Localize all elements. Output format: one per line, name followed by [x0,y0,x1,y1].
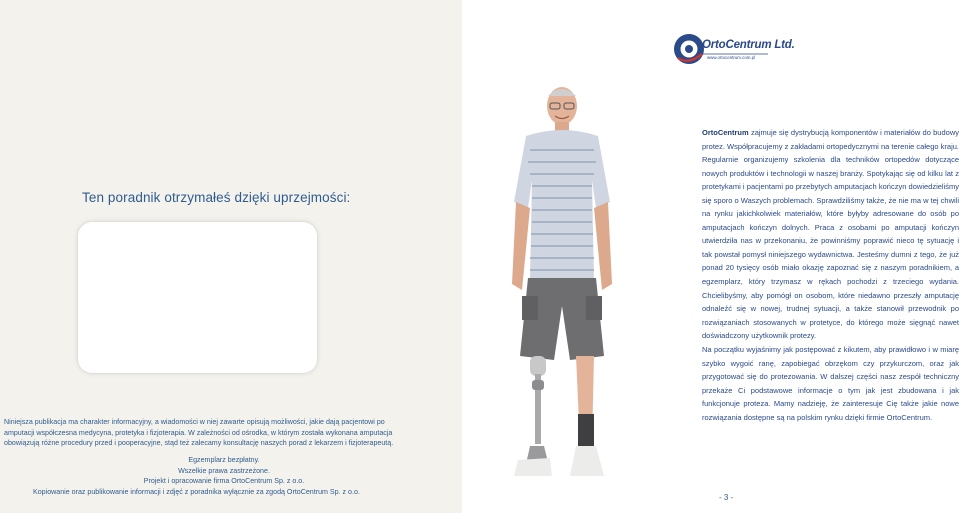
rights-line: Wszelkie prawa zastrzeżone. [178,466,270,475]
project-line: Projekt i opracowanie firma OrtoCentrum Sp. z o.o. [143,477,305,485]
person-with-prosthesis-image [492,84,632,494]
copyright-block [0,455,462,497]
sponsor-sticker-box [78,222,317,373]
intro-paragraph [702,126,959,343]
logo-name: OrtoCentrum Ltd. [702,39,795,51]
disclaimer-text: Niniejsza publikacja ma charakter informacyjny, a wiadomości w niej zawarte opisują możliwości, jakie dają pacjentowi po amputacji współczesna medycyna, protetyka i fizjoterapia. W zależności od ośrodka, w którym została wykonana amputacja obowiązują różne procedury przed i pooperacyjne, stąd też zalecamy konsultację naszych porad z lekarzem i fizjoterapeutą. [4,418,394,448]
left-panel [0,0,462,513]
page-number: - 3 - [719,493,734,502]
logo-url: www.ortocentrum.com.pl [707,55,756,60]
free-copy-line: Egzemplarz bezpłatny. [188,456,260,464]
sponsor-heading: Ten poradnik otrzymałeś dzięki uprzejmości: [82,190,351,205]
copying-line: Kopiowanie oraz publikowanie informacji i zdjęć z poradnika wyłącznie za zgodą OrtoCentrum Sp. z o.o. [33,487,360,496]
second-paragraph: Na początku wyjaśnimy jak postępować z kikutem, aby prawidłowo i w miarę szybko wygoić ranę, zapobiegać obrzękom czy przykurczom, oraz jak przygotować się do protezowania. W dalszej części nasz zespół techniczny przekaże Ci podstawowe informacje o tym jak jest zbudowana i jak funkcjonuje proteza. Mamy nadzieję, że zainteresuje Cię także jakie nowe rozwiązania dostępne są na polskim rynku dzięki firmie OrtoCentrum. [702,345,959,422]
company-name: OrtoCentrum [702,128,749,137]
intro-paragraph-text: zajmuje się dystrybucją komponentów i materiałów do budowy protez. Współpracujemy z zakładami ortopedycznymi na terenie całego kraju. Regularnie organizujemy szkolenia dla techników ortopedów dotyczące nowych produktów i technologii w naszej branży. Spotykając się od kilku lat z protetykami i pacjentami po przebytych amputacjach kończyn dowiedzieliśmy się sporo o Waszych problemach. Sprawdziliśmy także, że nie ma w tej chwili na rynku jakichkolwiek materiałów, które byłyby adresowane do osób po amputacjach kończyn dolnych. Praca z osobami po amputacji kończyn utwierdziła nas w przekonaniu, że powinniśmy poprawić nieco tę sytuację i tak powstał pomysł niniejszego wydawnictwa. Jesteśmy dumni z tego, że już ponad 20 tysięcy osób miało okazję zapoznać się z naszym poradnikiem, a egzemplarz, który trzymasz w rękach pochodzi z trzeciego wydania. Chcielibyśmy, aby pomógł on osobom, które niedawno przeszły amputację odnaleźć się w nowej, trudnej sytuacji, a także stanowił przewodnik po rozwiązaniach stosowanych w protetyce, do którego może sięgnąć nawet doświadczony użytkownik protezy. [702,128,959,341]
